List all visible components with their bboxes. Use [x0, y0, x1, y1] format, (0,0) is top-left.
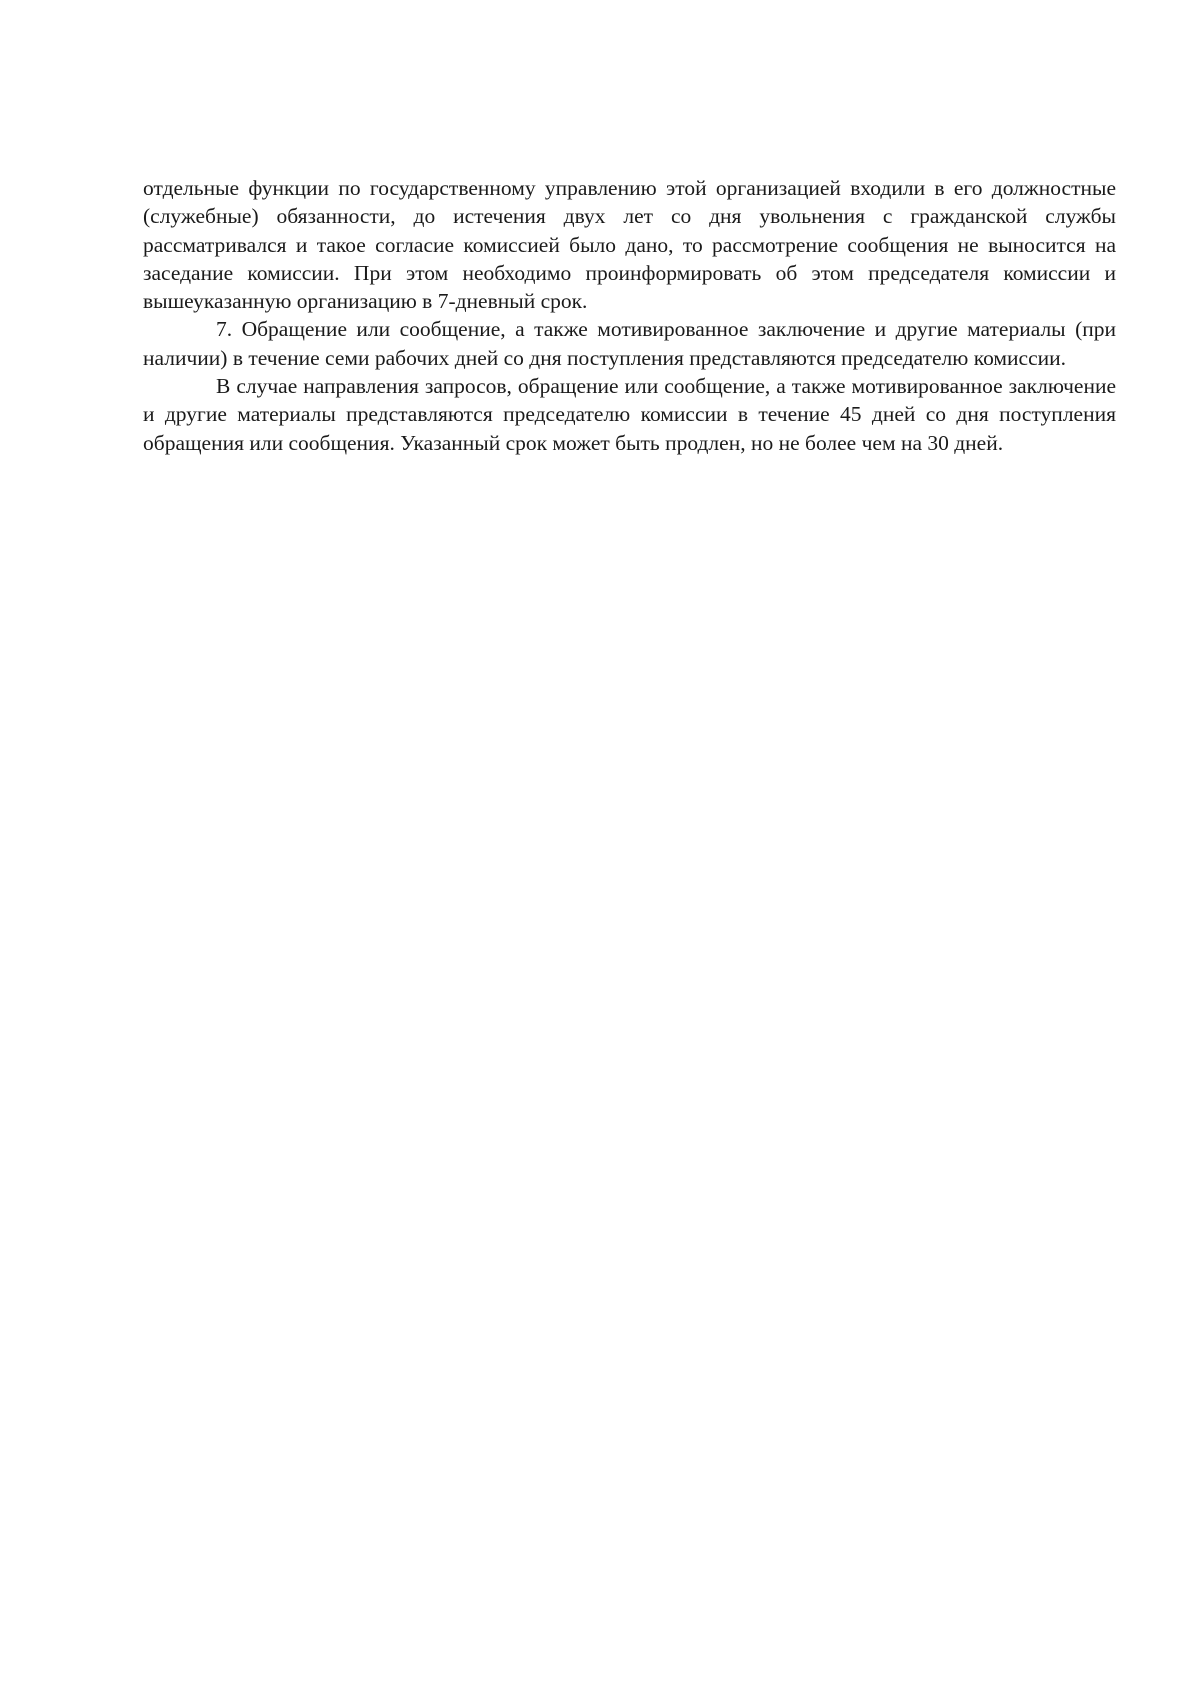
paragraph-item-7: 7. Обращение или сообщение, а также мотивированное заключение и другие материалы (при наличии) в течение семи рабочих дней со дня поступления представляются председателю комиссии. — [143, 317, 1116, 370]
document-body — [143, 174, 1116, 457]
paragraph-continuation: отдельные функции по государственному управлению этой организацией входили в его должностные (служебные) обязанности, до истечения двух лет со дня увольнения с гражданской службы рассматривался и такое согласие комиссией было дано, то рассмотрение сообщения не выносится на заседание комиссии. При этом необходимо проинформировать об этом председателя комиссии и вышеуказанную организацию в 7-дневный срок. — [143, 176, 1116, 314]
paragraph-requests-deadline: В случае направления запросов, обращение или сообщение, а также мотивированное заключение и другие материалы представляются председателю комиссии в течение 45 дней со дня поступления обращения или сообщения. Указанный срок может быть продлен, но не более чем на 30 дней. — [143, 374, 1116, 455]
